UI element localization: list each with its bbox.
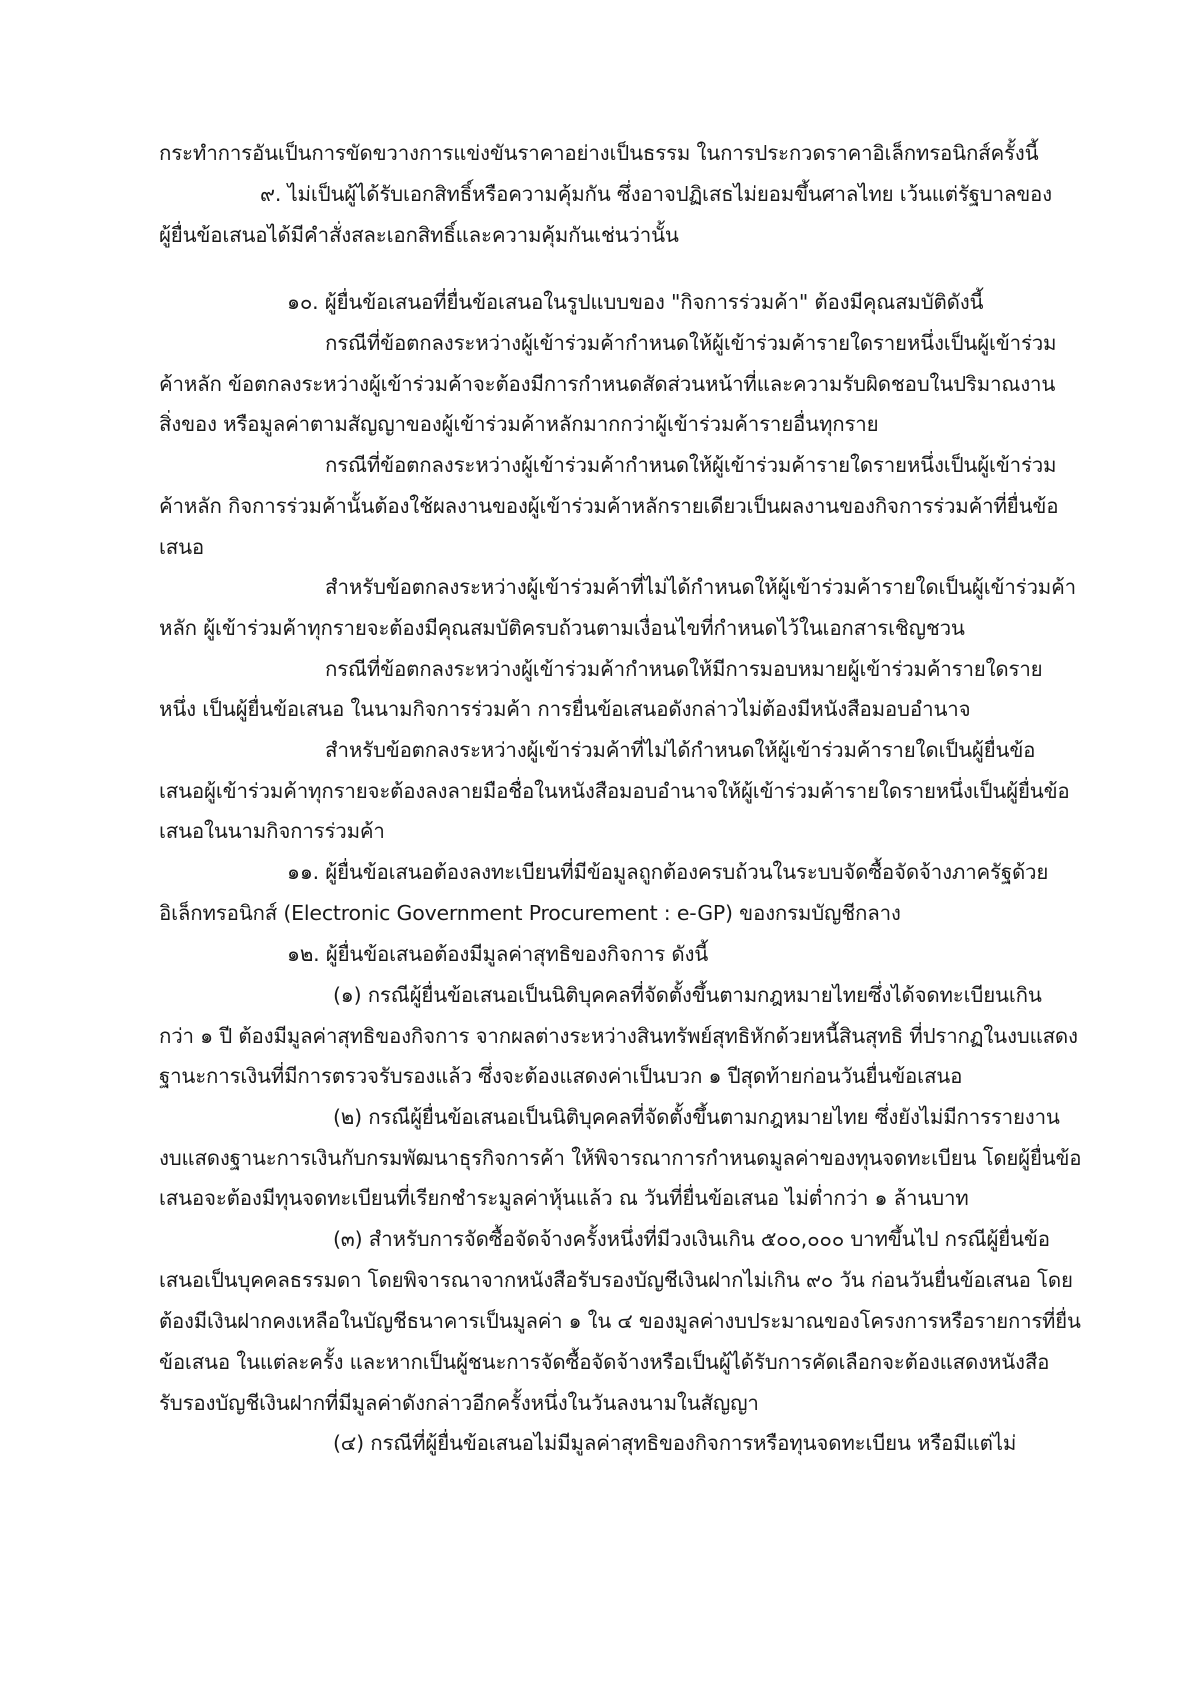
text-line: ฐานะการเงินที่มีการตรวจรับรองแล้ว ซึ่งจะต้องแสดงค่าเป็นบวก ๑ ปีสุดท้ายก่อนวันยื่นข้อเสนอ — [159, 1064, 963, 1088]
text-line: รับรองบัญชีเงินฝากที่มีมูลค่าดังกล่าวอีกครั้งหนึ่งในวันลงนามในสัญญา — [159, 1391, 759, 1415]
text-line: (๒) กรณีผู้ยื่นข้อเสนอเป็นนิติบุคคลที่จัดตั้งขึ้นตามกฎหมายไทย ซึ่งยังไม่มีการรายงาน — [333, 1105, 1060, 1129]
text-line: ผู้ยื่นข้อเสนอได้มีคำสั่งสละเอกสิทธิ์และความคุ้มกันเช่นว่านั้น — [159, 223, 679, 247]
text-line: สิ่งของ หรือมูลค่าตามสัญญาของผู้เข้าร่วมค้าหลักมากกว่าผู้เข้าร่วมค้ารายอื่นทุกราย — [159, 412, 879, 436]
text-line: เสนอเป็นบุคคลธรรมดา โดยพิจารณาจากหนังสือรับรองบัญชีเงินฝากไม่เกิน ๙๐ วัน ก่อนวันยื่นข้อเสนอ โดย — [159, 1268, 1073, 1292]
text-line: ข้อเสนอ ในแต่ละครั้ง และหากเป็นผู้ชนะการจัดซื้อจัดจ้างหรือเป็นผู้ได้รับการคัดเลือกจะต้องแสดงหนังสือ — [159, 1350, 1050, 1374]
text-line: กรณีที่ข้อตกลงระหว่างผู้เข้าร่วมค้ากำหนดให้ผู้เข้าร่วมค้ารายใดรายหนึ่งเป็นผู้เข้าร่วม — [325, 453, 1057, 477]
text-line: ๑๐. ผู้ยื่นข้อเสนอที่ยื่นข้อเสนอในรูปแบบของ "กิจการร่วมค้า" ต้องมีคุณสมบัติดังนี้ — [287, 290, 984, 314]
text-line: ต้องมีเงินฝากคงเหลือในบัญชีธนาคารเป็นมูลค่า ๑ ใน ๔ ของมูลค่างบประมาณของโครงการหรือรายการที่ยื่น — [159, 1309, 1081, 1333]
text-line: (๓) สำหรับการจัดซื้อจัดจ้างครั้งหนึ่งที่มีวงเงินเกิน ๕๐๐,๐๐๐ บาทขึ้นไป กรณีผู้ยื่นข้อ — [333, 1227, 1050, 1251]
text-line: เสนอ — [159, 535, 205, 559]
text-line: งบแสดงฐานะการเงินกับกรมพัฒนาธุรกิจการค้า ให้พิจารณาการกำหนดมูลค่าของทุนจดทะเบียน โดยผู้ยื่นข้อ — [159, 1146, 1082, 1170]
text-line: กรณีที่ข้อตกลงระหว่างผู้เข้าร่วมค้ากำหนดให้ผู้เข้าร่วมค้ารายใดรายหนึ่งเป็นผู้เข้าร่วม — [325, 331, 1057, 355]
text-line: ค้าหลัก ข้อตกลงระหว่างผู้เข้าร่วมค้าจะต้องมีการกำหนดสัดส่วนหน้าที่และความรับผิดชอบในปริมาณงาน — [159, 372, 1056, 396]
text-line: หลัก ผู้เข้าร่วมค้าทุกรายจะต้องมีคุณสมบัติครบถ้วนตามเงื่อนไขที่กำหนดไว้ในเอกสารเชิญชวน — [159, 616, 965, 640]
text-line: หนึ่ง เป็นผู้ยื่นข้อเสนอ ในนามกิจการร่วมค้า การยื่นข้อเสนอดังกล่าวไม่ต้องมีหนังสือมอบอำนาจ — [159, 697, 971, 721]
text-line: สำหรับข้อตกลงระหว่างผู้เข้าร่วมค้าที่ไม่ได้กำหนดให้ผู้เข้าร่วมค้ารายใดเป็นผู้เข้าร่วมค้า — [325, 575, 1076, 599]
text-line: สำหรับข้อตกลงระหว่างผู้เข้าร่วมค้าที่ไม่ได้กำหนดให้ผู้เข้าร่วมค้ารายใดเป็นผู้ยื่นข้อ — [325, 738, 1036, 762]
text-line: เสนอจะต้องมีทุนจดทะเบียนที่เรียกชำระมูลค่าหุ้นแล้ว ณ วันที่ยื่นข้อเสนอ ไม่ต่ำกว่า ๑ ล้านบาท — [159, 1186, 969, 1210]
text-line: เสนอในนามกิจการร่วมค้า — [159, 819, 385, 843]
text-line: ๑๒. ผู้ยื่นข้อเสนอต้องมีมูลค่าสุทธิของกิจการ ดังนี้ — [287, 942, 709, 966]
text-line: อิเล็กทรอนิกส์ (Electronic Government Procurement : e-GP) ของกรมบัญชีกลาง — [159, 901, 901, 925]
text-line: ๑๑. ผู้ยื่นข้อเสนอต้องลงทะเบียนที่มีข้อมูลถูกต้องครบถ้วนในระบบจัดซื้อจัดจ้างภาครัฐด้วย — [287, 860, 1049, 884]
text-line: กระทำการอันเป็นการขัดขวางการแข่งขันราคาอย่างเป็นธรรม ในการประกวดราคาอิเล็กทรอนิกส์ครั้งนี้ — [159, 141, 1039, 165]
text-line: เสนอผู้เข้าร่วมค้าทุกรายจะต้องลงลายมือชื่อในหนังสือมอบอำนาจให้ผู้เข้าร่วมค้ารายใดรายหนึ่งเป็นผู้ยื่นข้อ — [159, 779, 1070, 803]
text-line: กว่า ๑ ปี ต้องมีมูลค่าสุทธิของกิจการ จากผลต่างระหว่างสินทรัพย์สุทธิหักด้วยหนี้สินสุทธิ ที่ปรากฏในงบแสดง — [159, 1024, 1078, 1048]
text-line: กรณีที่ข้อตกลงระหว่างผู้เข้าร่วมค้ากำหนดให้มีการมอบหมายผู้เข้าร่วมค้ารายใดราย — [325, 657, 1043, 681]
text-line: (๔) กรณีที่ผู้ยื่นข้อเสนอไม่มีมูลค่าสุทธิของกิจการหรือทุนจดทะเบียน หรือมีแต่ไม่ — [333, 1431, 1017, 1455]
text-line: ๙. ไม่เป็นผู้ได้รับเอกสิทธิ์หรือความคุ้มกัน ซึ่งอาจปฏิเสธไม่ยอมขึ้นศาลไทย เว้นแต่รัฐบาลของ — [260, 182, 1052, 206]
text-line: (๑) กรณีผู้ยื่นข้อเสนอเป็นนิติบุคคลที่จัดตั้งขึ้นตามกฎหมายไทยซึ่งได้จดทะเบียนเกิน — [333, 983, 1042, 1007]
text-line: ค้าหลัก กิจการร่วมค้านั้นต้องใช้ผลงานของผู้เข้าร่วมค้าหลักรายเดียวเป็นผลงานของกิจการร่วมค้าที่ยื่นข้อ — [159, 494, 1059, 518]
